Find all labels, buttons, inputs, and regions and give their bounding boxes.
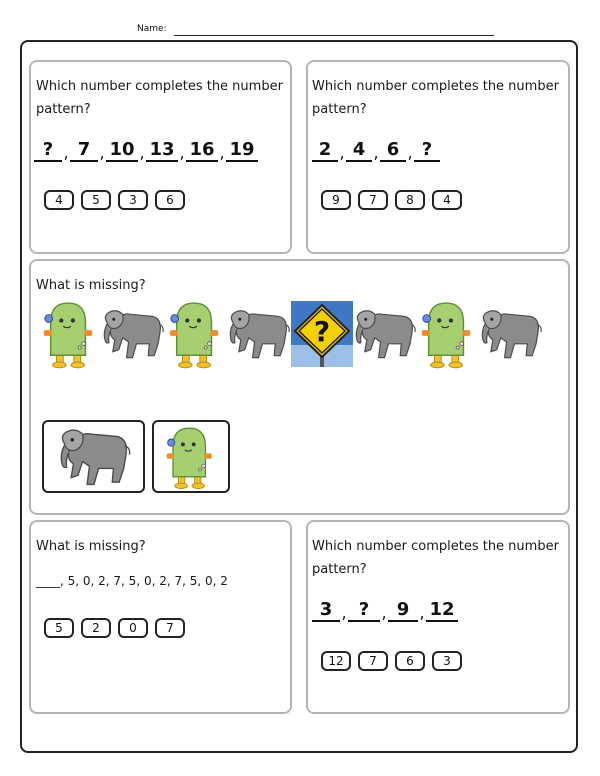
answer-choice[interactable]: 4 [432, 190, 462, 210]
pattern-term: ? [34, 140, 62, 162]
elephant-icon [101, 298, 164, 370]
robot-icon [38, 298, 101, 370]
answer-choice[interactable]: 3 [118, 190, 148, 210]
question-4-prompt: What is missing? [36, 539, 146, 554]
name-label: Name: [137, 24, 167, 34]
question-2-choices [321, 190, 462, 210]
answer-choice[interactable]: 5 [81, 190, 111, 210]
pattern-term: 6 [380, 140, 406, 162]
name-field-line[interactable] [174, 35, 494, 36]
pattern-term: 3 [312, 600, 340, 622]
pattern-term: 9 [388, 600, 418, 622]
elephant-icon [479, 298, 542, 370]
pattern-term: 4 [346, 140, 372, 162]
question-1-prompt: Which number completes the number pattern? [36, 79, 283, 117]
elephant-icon [52, 425, 136, 489]
answer-choice[interactable]: 12 [321, 651, 351, 671]
answer-choice[interactable]: 6 [155, 190, 185, 210]
pattern-term: ? [348, 600, 380, 622]
answer-choice[interactable]: 3 [432, 651, 462, 671]
question-5-prompt: Which number completes the number pattern? [312, 539, 559, 577]
pattern-term: ? [414, 140, 440, 162]
question-mark-sign-icon [290, 298, 353, 370]
pattern-term: 10 [106, 140, 138, 162]
answer-option-robot[interactable] [152, 420, 230, 493]
answer-choice[interactable]: 2 [81, 618, 111, 638]
question-3-picture-sequence [38, 298, 542, 370]
question-5-choices [321, 651, 462, 671]
elephant-icon [353, 298, 416, 370]
pattern-term: 19 [226, 140, 258, 162]
pattern-term: 12 [426, 600, 458, 622]
robot-icon [416, 298, 479, 370]
answer-choice[interactable]: 7 [358, 651, 388, 671]
pattern-term: 2 [312, 140, 338, 162]
answer-choice[interactable]: 5 [44, 618, 74, 638]
answer-option-elephant[interactable] [42, 420, 145, 493]
robot-icon [164, 423, 218, 491]
answer-choice[interactable]: 8 [395, 190, 425, 210]
answer-choice[interactable]: 4 [44, 190, 74, 210]
question-2-pattern: 2 , 4 , 6 , ? [312, 140, 440, 162]
question-4-choices [44, 618, 185, 638]
question-2-prompt: Which number completes the number pattern? [312, 79, 559, 117]
answer-choice[interactable]: 6 [395, 651, 425, 671]
answer-choice[interactable]: 7 [155, 618, 185, 638]
question-4-sequence: ____, 5, 0, 2, 7, 5, 0, 2, 7, 5, 0, 2 [36, 574, 228, 588]
elephant-icon [227, 298, 290, 370]
question-3-prompt: What is missing? [36, 278, 146, 293]
answer-choice[interactable]: 0 [118, 618, 148, 638]
question-5-pattern: 3 , ? , 9 , 12 [312, 600, 458, 622]
answer-choice[interactable]: 9 [321, 190, 351, 210]
pattern-term: 13 [146, 140, 178, 162]
robot-icon [164, 298, 227, 370]
pattern-term: 16 [186, 140, 218, 162]
question-1-pattern: ? , 7 , 10 , 13 , 16 , 19 [34, 140, 258, 162]
pattern-term: 7 [70, 140, 98, 162]
question-1-choices [44, 190, 185, 210]
answer-choice[interactable]: 7 [358, 190, 388, 210]
